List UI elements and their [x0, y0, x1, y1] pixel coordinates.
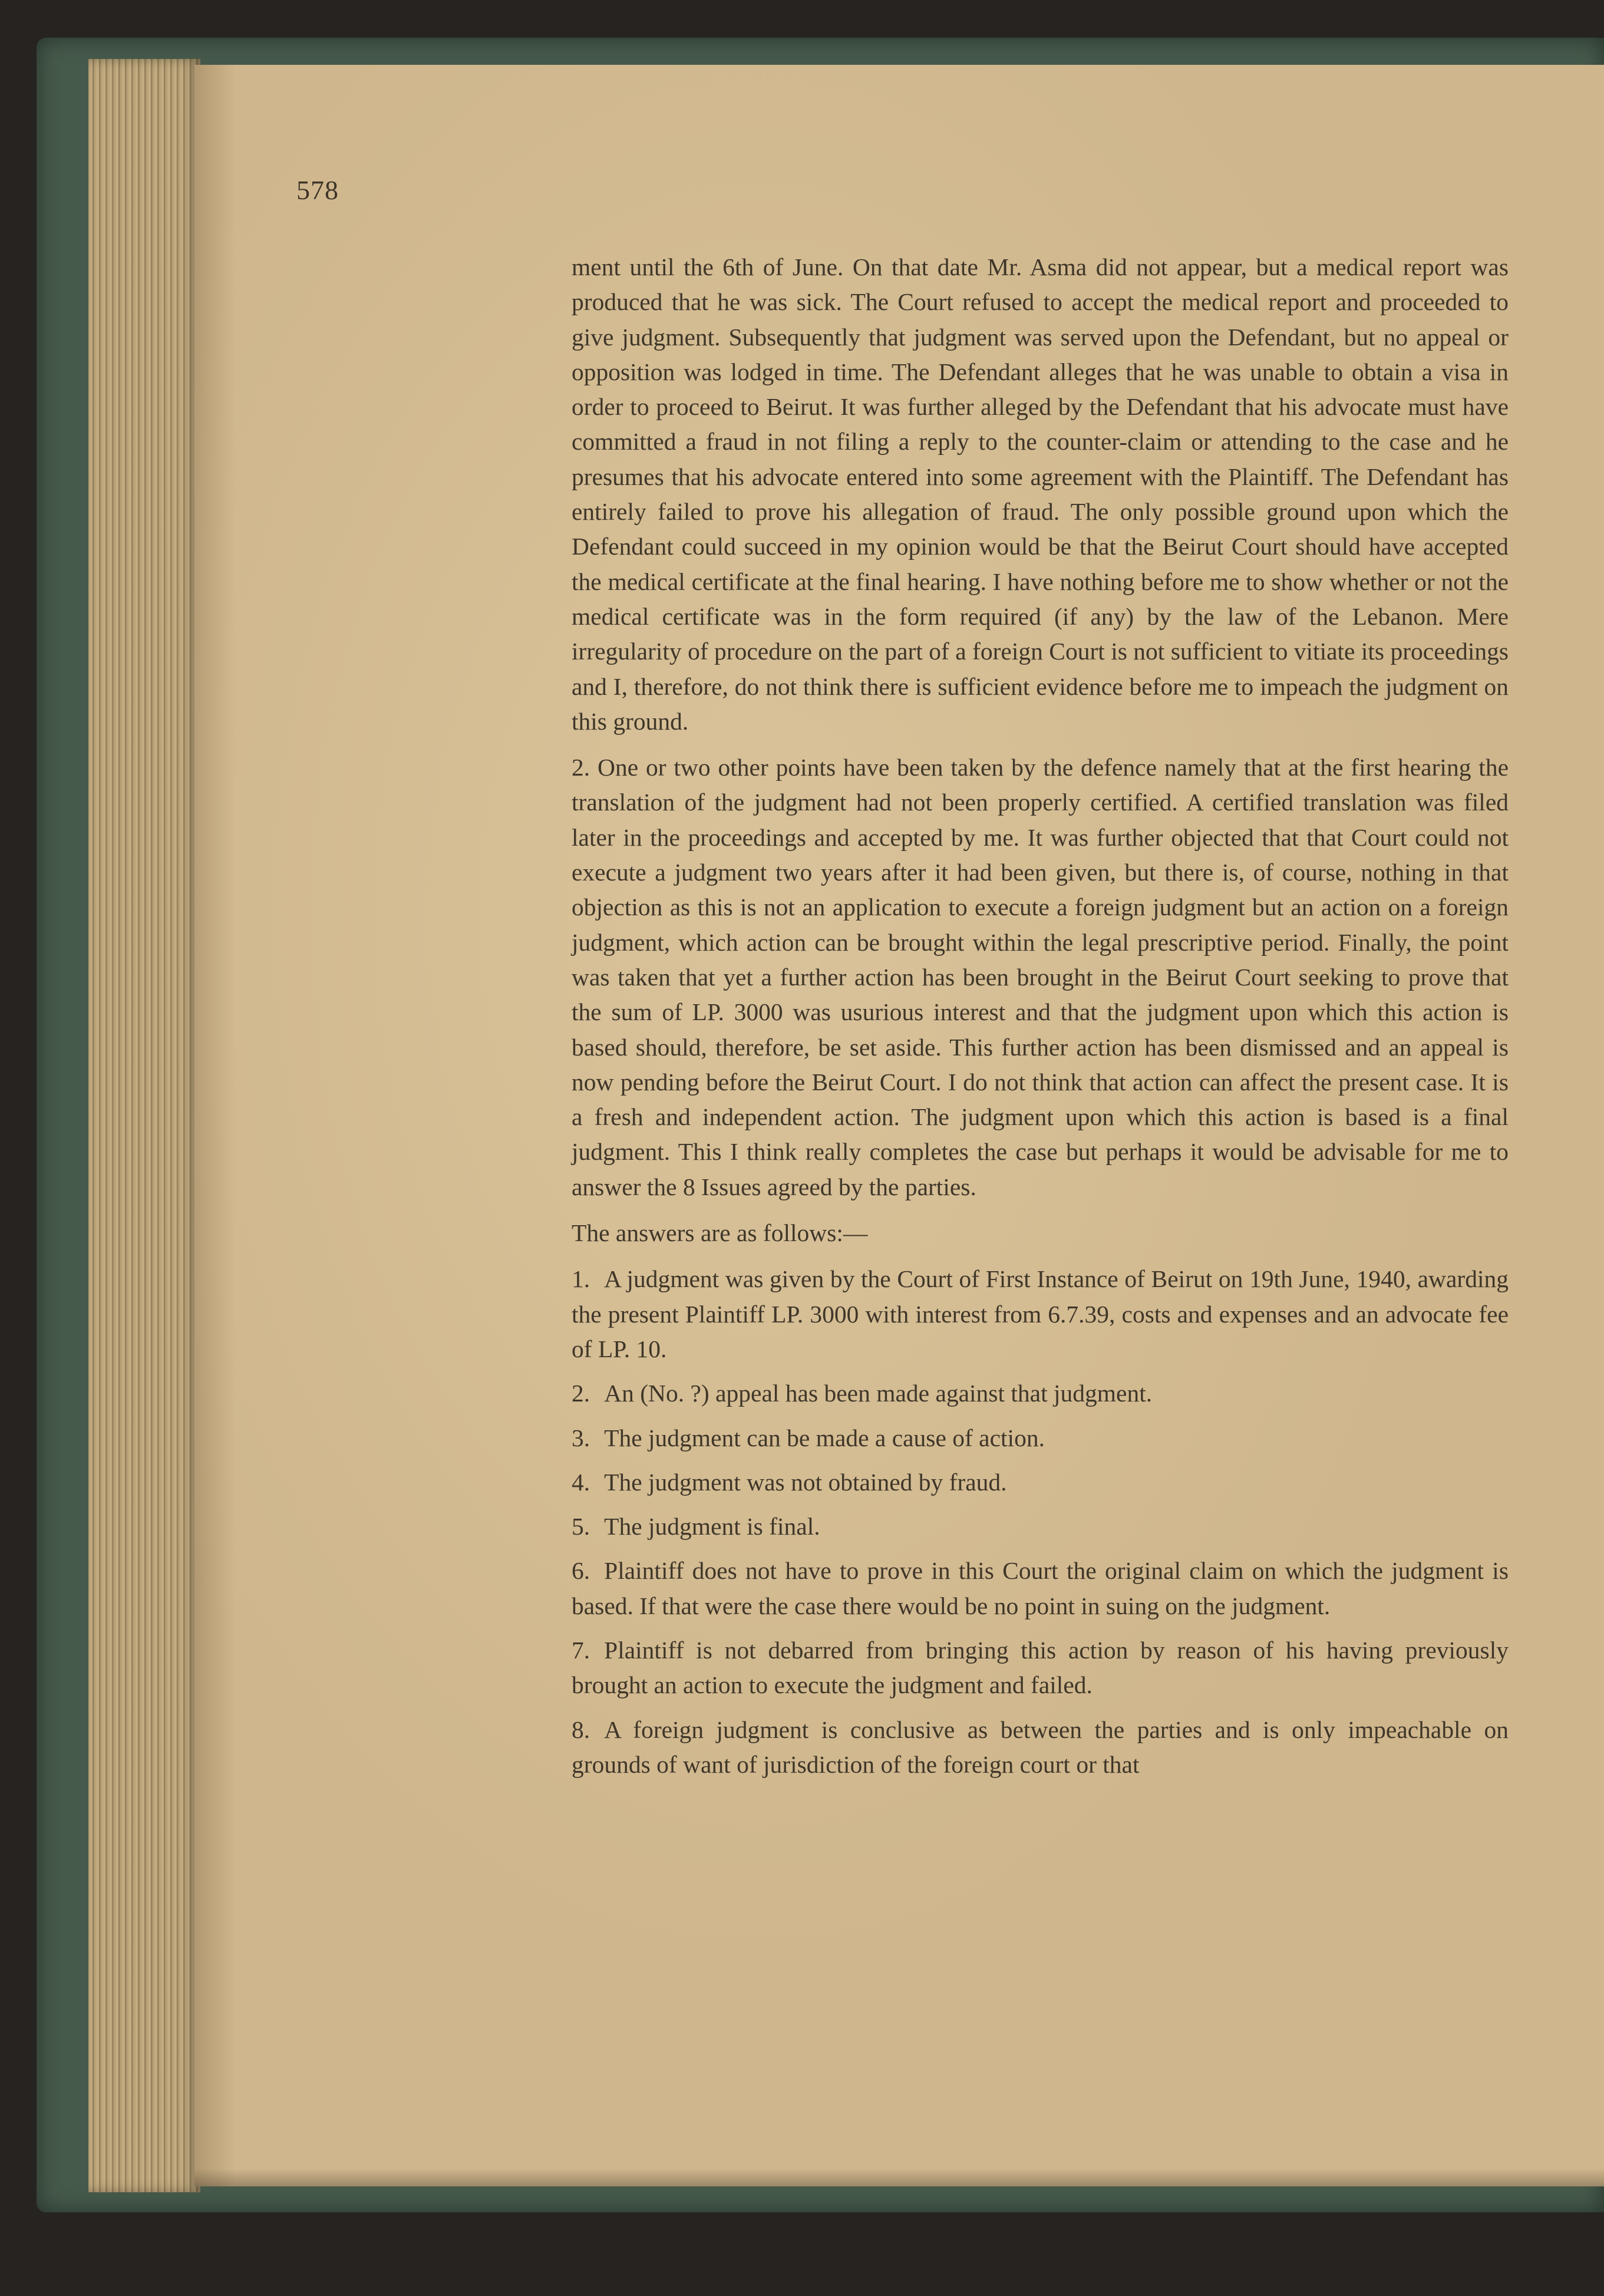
answer-text: An (No. ?) appeal has been made against that judgment. — [604, 1380, 1153, 1407]
body-text — [572, 250, 1509, 1792]
answer-item — [572, 1465, 1509, 1500]
answers-intro: The answers are as follows:— — [572, 1219, 868, 1247]
paragraph-2: 2. One or two other points have been taken by the defence namely that at the first hearing the translation of the judgment had not been properly certified. A certified translation was filed later in the proceedings and accepted by me. It was further objected that that Court could not execute a judgment two years after it had been given, but there is, of course, nothing in that objection as this is not an application to execute a foreign judgment but an action on a foreign judgment, which action can be brought within the legal prescriptive period. Finally, the point was taken that yet a further action has been brought in the Beirut Court seeking to prove that the sum of LP. 3000 was usurious interest and that the judgment upon which this action is based should, therefore, be set aside. This further action has been dismissed and an appeal is now pending before the Beirut Court. I do not think that action can affect the present case. It is a fresh and independent action. The judgment upon which this action is based is a final judgment. This I think really completes the case but perhaps it would be advisable for me to answer the 8 Issues agreed by the parties. — [572, 754, 1509, 1200]
answer-number: 2. — [572, 1380, 590, 1407]
answer-text: Plaintiff is not debarred from bringing this action by reason of his having previously brought an action to execute the judgment and failed. — [572, 1636, 1509, 1699]
answer-item — [572, 1553, 1509, 1624]
answer-item — [572, 1262, 1509, 1367]
answer-text: The judgment can be made a cause of action. — [604, 1424, 1045, 1452]
page-edges — [88, 59, 200, 2192]
answer-number: 6. — [572, 1557, 590, 1585]
answer-item — [572, 1509, 1509, 1544]
answer-text: A foreign judgment is conclusive as between the parties and is only impeachable on grounds of want of jurisdiction of the foreign court or that — [572, 1716, 1509, 1778]
answer-number: 8. — [572, 1716, 590, 1743]
page-number: 578 — [296, 175, 339, 205]
page-shadow — [194, 2169, 1604, 2186]
answer-number: 3. — [572, 1424, 590, 1452]
answer-number: 5. — [572, 1513, 590, 1540]
answer-number: 1. — [572, 1265, 590, 1293]
answer-text: A judgment was given by the Court of First Instance of Beirut on 19th June, 1940, awarding the present Plaintiff LP. 3000 with interest from 6.7.39, costs and expenses and an advocate fee of LP. 10. — [572, 1265, 1509, 1363]
answer-item — [572, 1421, 1509, 1456]
answer-item — [572, 1633, 1509, 1703]
answer-item — [572, 1376, 1509, 1411]
answer-item — [572, 1713, 1509, 1783]
paragraph-continuation: ment until the 6th of June. On that date Mr. Asma did not appear, but a medical report was produced that he was sick. The Court refused to accept the medical report and proceeded to give judgment. Subsequently that judgment was served upon the Defendant, but no appeal or opposition was lodged in time. The Defendant alleges that he was unable to obtain a visa in order to proceed to Beirut. It was further alleged by the Defendant that his advocate must have committed a fraud in not filing a reply to the counter-claim or attending to the case and he presumes that his advocate entered into some agreement with the Plaintiff. The Defendant has entirely failed to prove his allegation of fraud. The only possible ground upon which the Defendant could succeed in my opinion would be that the Beirut Court should have accepted the medical certificate at the final hearing. I have nothing before me to show whether or not the medical certificate was in the form required (if any) by the law of the Lebanon. Mere irregularity of procedure on the part of a foreign Court is not sufficient to vitiate its proceedings and I, therefore, do not think there is sufficient evidence before me to impeach the judgment on this ground. — [572, 253, 1509, 735]
answer-number: 7. — [572, 1636, 590, 1664]
answer-text: The judgment is final. — [604, 1513, 820, 1540]
answer-text: Plaintiff does not have to prove in this Court the original claim on which the judgment is based. If that were the case there would be no point in suing on the judgment. — [572, 1557, 1509, 1619]
answer-text: The judgment was not obtained by fraud. — [604, 1468, 1007, 1496]
answer-number: 4. — [572, 1468, 590, 1496]
